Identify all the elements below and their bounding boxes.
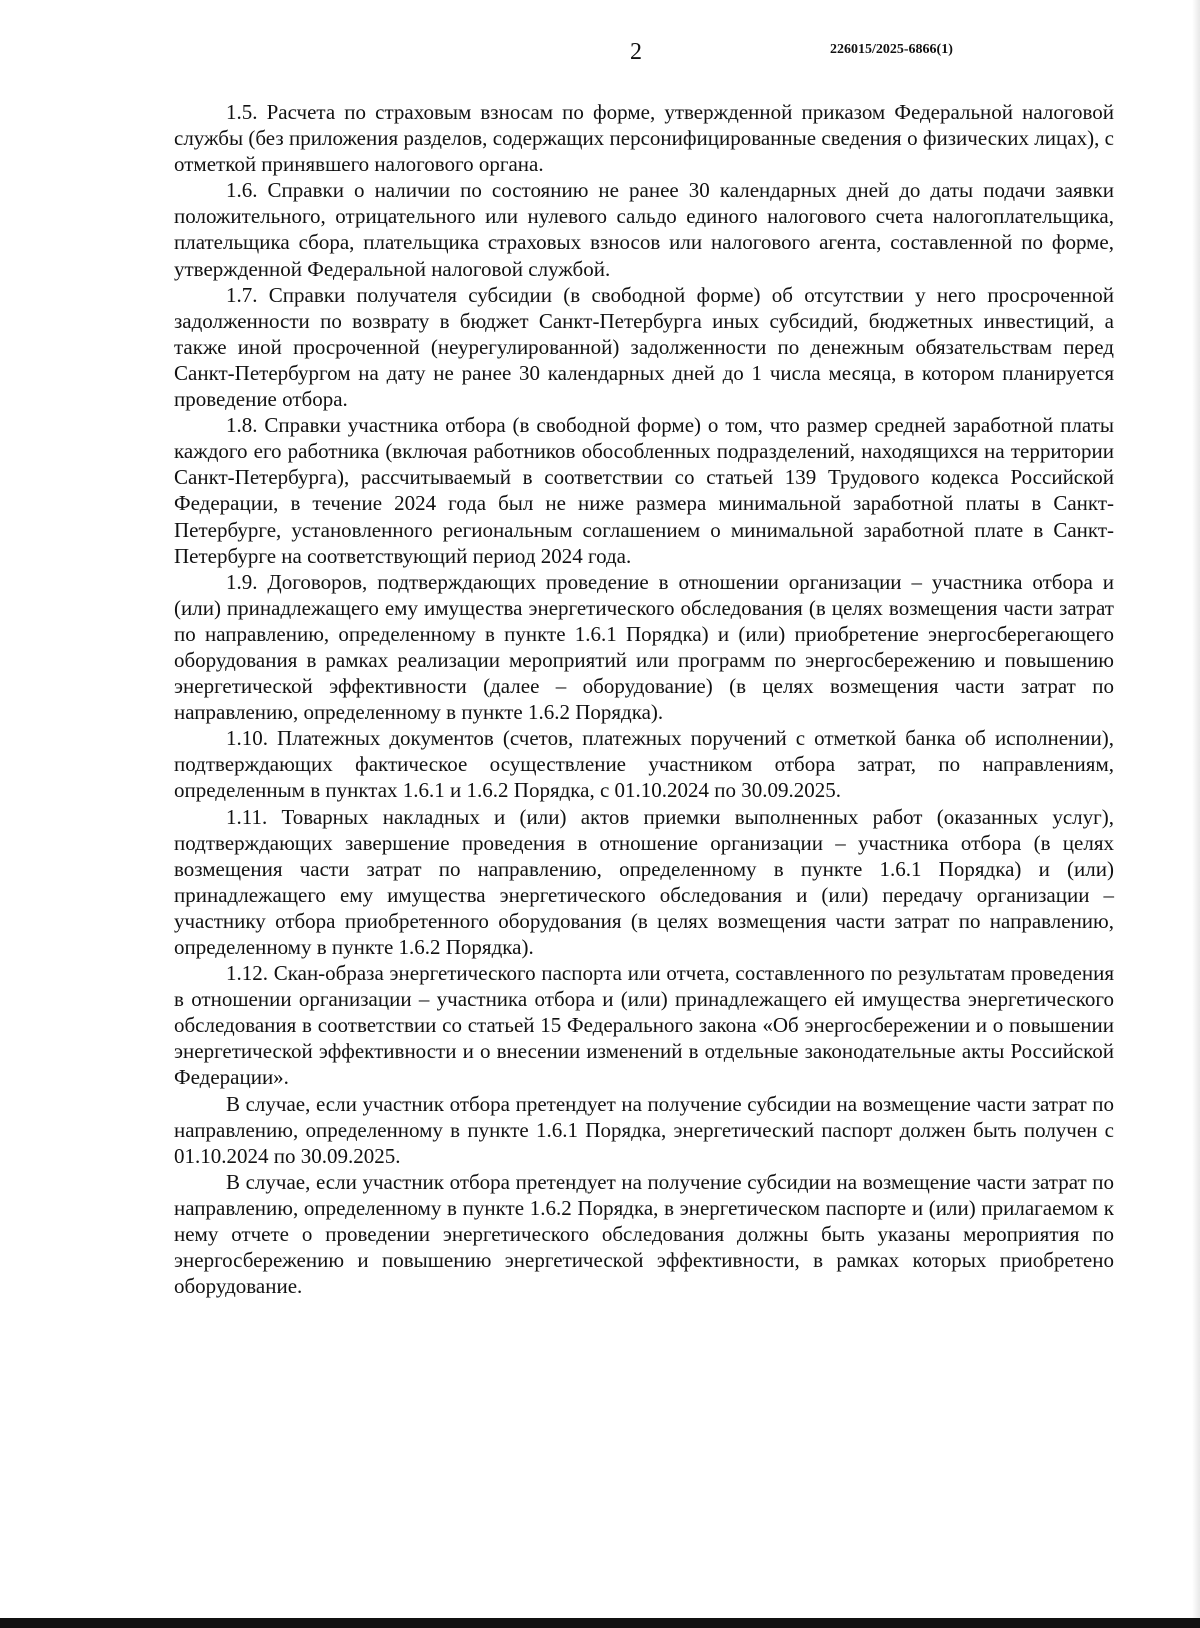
- paragraph-1-6: 1.6. Справки о наличии по состоянию не ранее 30 календарных дней до даты подачи заявки положительного, отрицательного или нулевого сальдо единого налогового счета налогоплательщика, плательщика сбора, плательщика страховых взносов или налогового агента, составленной по форме, утвержденной Федеральной налоговой службой.: [174, 178, 1114, 281]
- scan-edge-shadow: [1192, 0, 1200, 1628]
- paragraph-1-7: 1.7. Справки получателя субсидии (в свободной форме) об отсутствии у него просроченной задолженности по возврату в бюджет Санкт-Петербурга иных субсидий, бюджетных инвестиций, а также иной просроченной (неурегулированной) задолженности по денежным обязательствам перед Санкт-Петербургом на дату не ранее 30 календарных дней до 1 числа месяца, в котором планируется проведение отбора.: [174, 282, 1114, 412]
- paragraph-1-12: 1.12. Скан-образа энергетического паспорта или отчета, составленного по результатам проведения в отношении организации – участника отбора и (или) принадлежащего ей имущества энергетического обследования в соответствии со статьей 15 Федерального закона «Об энергосбережении и о повышении энергетической эффективности и о внесении изменений в отдельные законодательные акты Российской Федерации».: [174, 961, 1114, 1090]
- paragraph-1-8: 1.8. Справки участника отбора (в свободной форме) о том, что размер средней заработной платы каждого его работника (включая работников обособленных подразделений, находящихся на территории Санкт-Петербурга), рассчитываемый в соответствии со статьей 139 Трудового кодекса Российской Федерации, в течение 2024 года был не ниже размера минимальной заработной платы в Санкт-Петербурге, установленного региональным соглашением о минимальной заработной плате в Санкт-Петербурге на соответствующий период 2024 года.: [174, 413, 1114, 568]
- page-number: 2: [630, 39, 642, 65]
- paragraph-note-2: В случае, если участник отбора претендует на получение субсидии на возмещение части затрат по направлению, определенному в пункте 1.6.2 Порядка, в энергетическом паспорте и (или) прилагаемом к нему отчете о проведении энергетического обследования должны быть указаны мероприятия по энергосбережению и повышению энергетической эффективности, в рамках которых приобретено оборудование.: [174, 1169, 1114, 1299]
- document-code: 226015/2025-6866(1): [830, 42, 953, 57]
- paragraph-note-1: В случае, если участник отбора претендует на получение субсидии на возмещение части затрат по направлению, определенному в пункте 1.6.1 Порядка, энергетический паспорт должен быть получен с 01.10.2024 по 30.09.2025.: [174, 1091, 1114, 1168]
- document-body: [174, 99, 1114, 1299]
- paragraph-1-5: 1.5. Расчета по страховым взносам по форме, утвержденной приказом Федеральной налоговой службы (без приложения разделов, содержащих персонифицированные сведения о физических лицах), с отметкой принявшего налогового органа.: [174, 100, 1114, 177]
- paragraph-1-10: 1.10. Платежных документов (счетов, платежных поручений с отметкой банка об исполнении), подтверждающих фактическое осуществление участником отбора затрат, по направлениям, определенным в пунктах 1.6.1 и 1.6.2 Порядка, с 01.10.2024 по 30.09.2025.: [174, 726, 1114, 803]
- scan-bottom-edge: [0, 1618, 1200, 1628]
- paragraph-1-11: 1.11. Товарных накладных и (или) актов приемки выполненных работ (оказанных услуг), подтверждающих завершение проведения в отношение организации – участника отбора (в целях возмещения части затрат по направлению, определенному в пункте 1.6.1 Порядка) и (или) принадлежащего ему имущества энергетического обследования и (или) передачу организации – участнику отбора приобретенного оборудования (в целях возмещения части затрат по направлению, определенному в пункте 1.6.2 Порядка).: [174, 804, 1114, 959]
- paragraph-1-9: 1.9. Договоров, подтверждающих проведение в отношении организации – участника отбора и (или) принадлежащего ему имущества энергетического обследования (в целях возмещения части затрат по направлению, определенному в пункте 1.6.1 Порядка) и (или) приобретение энергосберегающего оборудования в рамках реализации мероприятий или программ по энергосбережению и повышению энергетической эффективности (далее – оборудование) (в целях возмещения части затрат по направлению, определенному в пункте 1.6.2 Порядка).: [174, 569, 1114, 725]
